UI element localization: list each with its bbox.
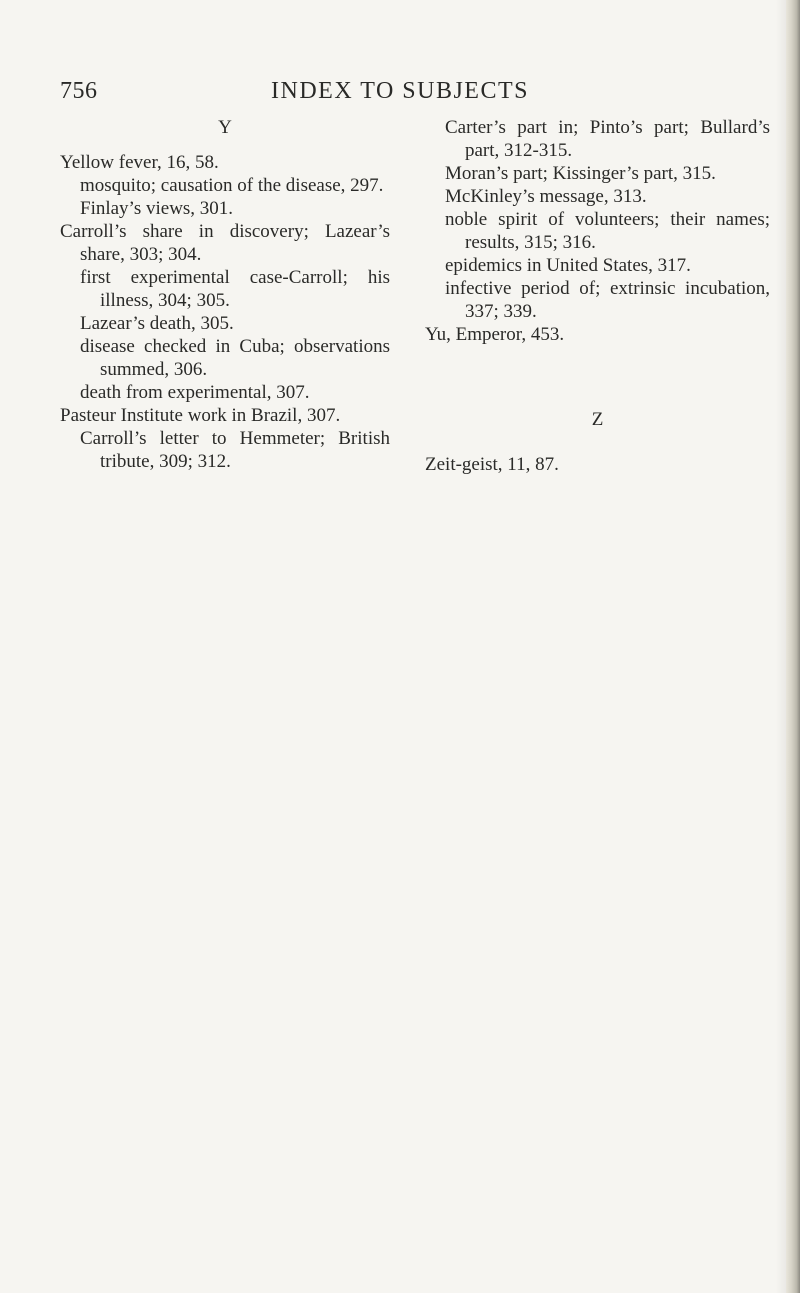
section-spacer [425, 346, 770, 408]
index-subentry: noble spirit of volunteers; their names; results, 315; 316. [445, 209, 770, 253]
index-subentry: Carroll’s letter to Hemmeter; British tribute, 309; 312. [80, 428, 390, 472]
index-subentry: first experimental case-Carroll; his illness, 304; 305. [80, 267, 390, 311]
index-subentry: Carter’s part in; Pinto’s part; Bullard’s part, 312-315. [445, 117, 770, 161]
index-subentry: Moran’s part; Kissinger’s part, 315. [445, 163, 716, 184]
index-subentry: McKinley’s message, 313. [445, 186, 647, 207]
running-head: INDEX TO SUBJECTS [271, 78, 529, 104]
index-column-left [60, 116, 390, 473]
index-subentry: infective period of; extrinsic incubation, 337; 339. [445, 278, 770, 322]
section-letter-y: Y [218, 117, 232, 138]
index-entry: Carroll’s share in discovery; Lazear’s share, 303; 304. [60, 221, 390, 265]
index-entry: Yellow fever, 16, 58. [60, 152, 219, 173]
index-subentry: death from experimental, 307. [80, 382, 310, 403]
section-letter-z: Z [591, 409, 604, 430]
index-subentry: disease checked in Cuba; observations summed, 306. [80, 336, 390, 380]
index-subentry: mosquito; causation of the disease, 297. [80, 175, 384, 196]
index-column-right [425, 116, 770, 476]
page-edge-shadow [776, 0, 786, 1293]
index-subentry: epidemics in United States, 317. [445, 255, 691, 276]
index-entry: Yu, Emperor, 453. [425, 324, 565, 345]
index-entry: Zeit-geist, 11, 87. [425, 454, 559, 475]
page-edge [786, 0, 800, 1293]
index-subentry: Finlay’s views, 301. [80, 198, 234, 219]
index-entry: Pasteur Institute work in Brazil, 307. [60, 405, 341, 426]
index-subentry: Lazear’s death, 305. [80, 313, 234, 334]
page-number: 756 [60, 78, 98, 104]
